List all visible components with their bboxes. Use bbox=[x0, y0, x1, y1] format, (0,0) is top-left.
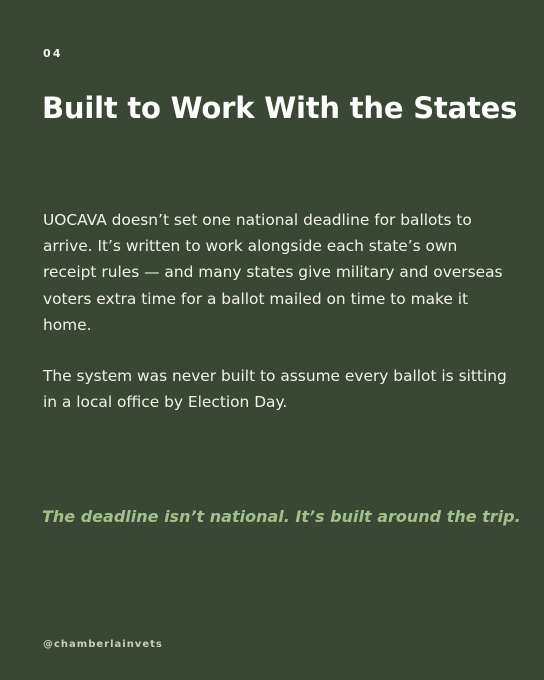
slide-number: 04 bbox=[43, 47, 63, 60]
slide-title: Built to Work With the States bbox=[42, 91, 518, 125]
social-handle: @chamberlainvets bbox=[43, 639, 163, 650]
body-text bbox=[43, 207, 513, 440]
body-paragraph: The system was never built to assume every ballot is sitting in a local office by Election Day. bbox=[43, 367, 507, 412]
body-paragraph: UOCAVA doesn’t set one national deadline for ballots to arrive. It’s written to work alongside each state’s own receipt rules — and many states give military and overseas voters extra time for a ballot mailed on time to make it home. bbox=[43, 211, 503, 334]
callout-quote: The deadline isn’t national. It’s built around the trip. bbox=[42, 507, 521, 526]
